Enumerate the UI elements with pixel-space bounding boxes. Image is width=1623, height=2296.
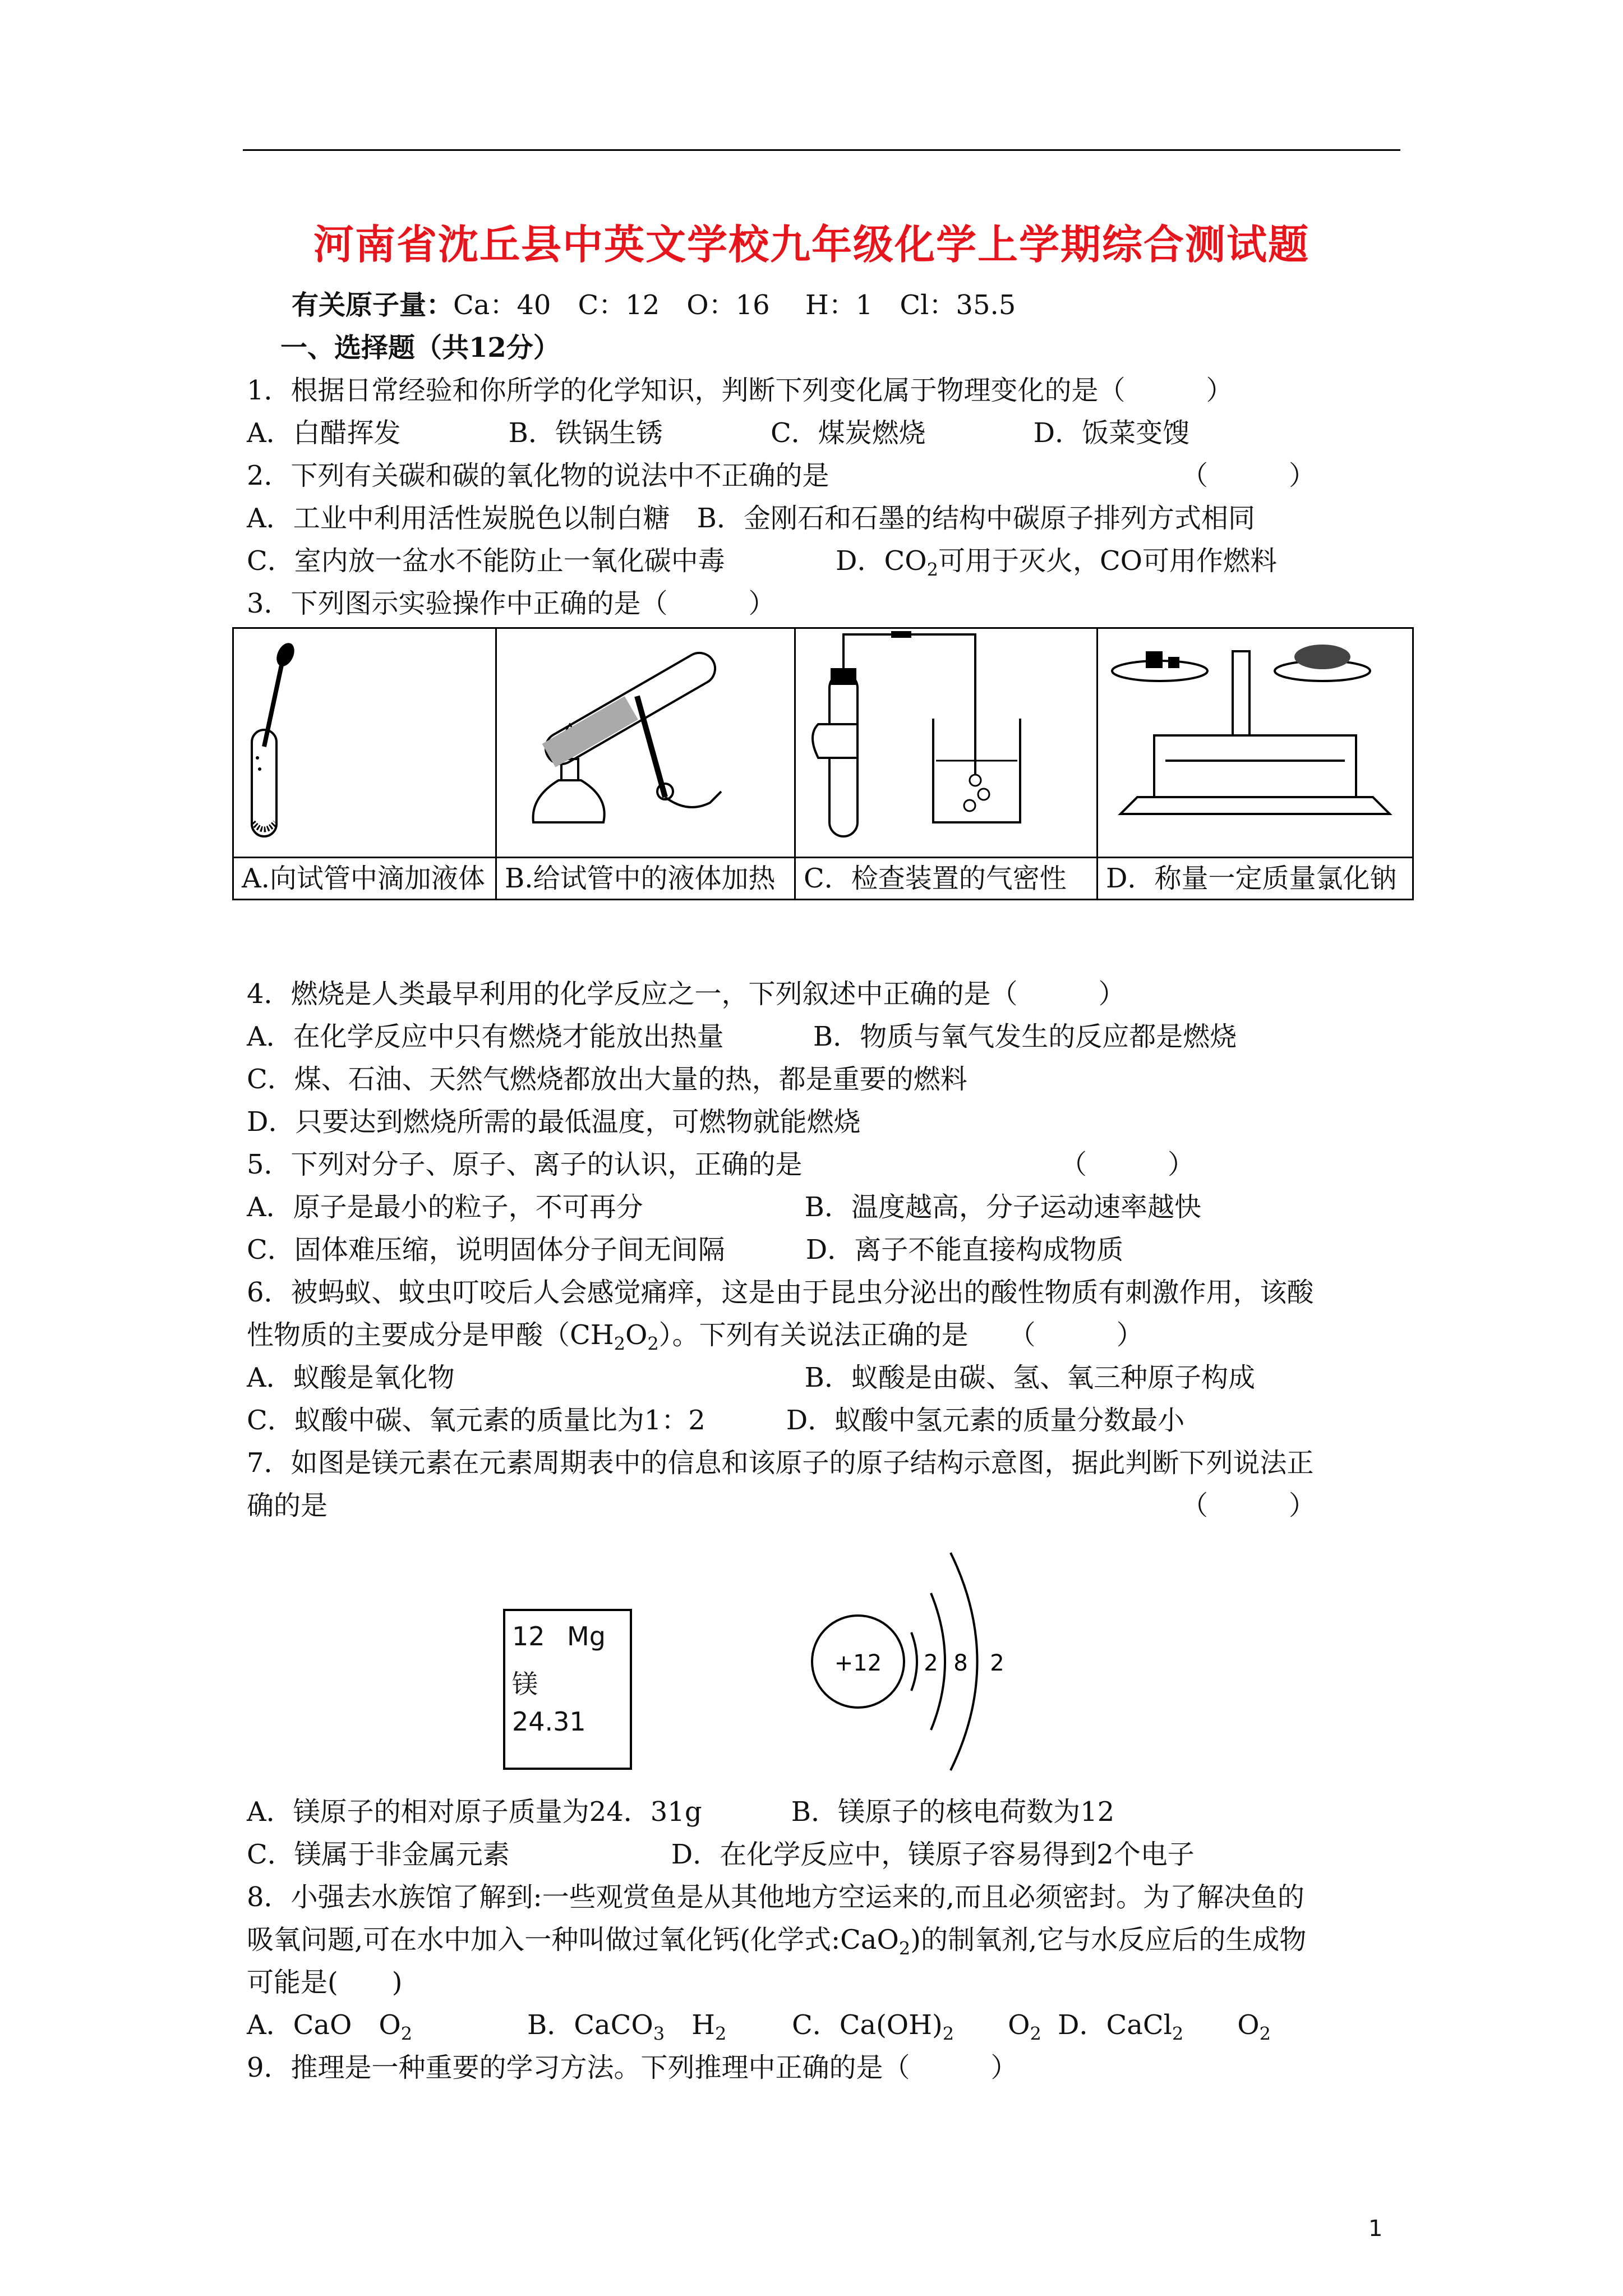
q6-options-ab: A．蚁酸是氧化物 B．蚁酸是由碳、氢、氧三种原子构成 xyxy=(247,1362,1255,1393)
q7-options-cd: C．镁属于非金属元素 D．在化学反应中，镁原子容易得到2个电子 xyxy=(247,1839,1195,1870)
q2-option-d: D．$CO_2$可用于灭火，CO可用作燃料 xyxy=(836,545,1278,581)
q7-paren: （ ） xyxy=(1181,1490,1316,1521)
nucleus-charge: +12 xyxy=(834,1650,882,1676)
figure-cell-b xyxy=(496,628,795,858)
q8-option-b: B．CaCO$_3$ $H_2$ xyxy=(527,2009,727,2045)
element-name: 镁 xyxy=(512,1669,538,1699)
airtightness-check-icon xyxy=(796,629,1096,845)
shell-count-2: 8 xyxy=(953,1650,968,1676)
atomic-number: 12 xyxy=(512,1621,545,1651)
atom-structure-diagram xyxy=(808,1537,1043,1773)
figure-cell-c xyxy=(795,628,1098,858)
q1-options: A．白醋挥发 B．铁锅生锈 C．煤炭燃烧 D．饭菜变馊 xyxy=(247,417,1190,449)
heating-test-tube-icon xyxy=(497,629,794,845)
atomic-mass-line xyxy=(292,288,1016,322)
q4-option-d: D．只要达到燃烧所需的最低温度，可燃物就能燃烧 xyxy=(247,1106,861,1138)
q8-line2: 吸氧问题,可在水中加入一种叫做过氧化钙(化学式:CaO$_2$)的制氧剂,它与水反应后的生成物 xyxy=(247,1924,1307,1959)
q2-stem: 2．下列有关碳和碳的氧化物的说法中不正确的是 xyxy=(247,460,829,491)
q2-option-c: C．室内放一盆水不能防止一氧化碳中毒 xyxy=(247,545,725,577)
q5-options-ab: A．原子是最小的粒子，不可再分 B．温度越高，分子运动速率越快 xyxy=(247,1191,1201,1223)
q7-line2: 确的是 xyxy=(247,1490,328,1521)
page-number: 1 xyxy=(1368,2216,1383,2242)
q9-stem: 9．推理是一种重要的学习方法。下列推理中正确的是（ ） xyxy=(247,2052,1018,2083)
caption-d: D．称量一定质量氯化钠 xyxy=(1098,858,1413,900)
q5-stem: 5．下列对分子、原子、离子的认识，正确的是 xyxy=(247,1149,803,1180)
q6-options-cd: C．蚁酸中碳、氧元素的质量比为1：2 D．蚁酸中氢元素的质量分数最小 xyxy=(247,1405,1185,1436)
header-rule xyxy=(243,149,1400,151)
q8-option-d: D．CaCl$_2$ $O_2$ xyxy=(1058,2009,1271,2045)
q7-line1: 7．如图是镁元素在元素周期表中的信息和该原子的原子结构示意图，据此判断下列说法正 xyxy=(247,1447,1314,1479)
q4-options-ab: A．在化学反应中只有燃烧才能放出热量 B．物质与氧气发生的反应都是燃烧 xyxy=(247,1021,1237,1052)
section-heading: 一、选择题（共12分） xyxy=(280,332,560,364)
shell-count-1: 2 xyxy=(924,1650,938,1676)
q5-paren: （ ） xyxy=(1060,1149,1195,1180)
q6-line1: 6．被蚂蚁、蚊虫叮咬后人会感觉痛痒，这是由于昆虫分泌出的酸性物质有刺激作用，该酸 xyxy=(247,1277,1314,1308)
q8-option-a: A．CaO $O_2$ xyxy=(247,2009,413,2045)
dropper-test-tube-icon xyxy=(234,629,495,845)
page-title: 河南省沈丘县中英文学校九年级化学上学期综合测试题 xyxy=(313,220,1310,268)
balance-scale-icon xyxy=(1098,629,1412,845)
caption-a: A.向试管中滴加液体 xyxy=(233,858,496,900)
element-symbol: Mg xyxy=(567,1621,606,1651)
q8-option-c: C．$Ca(OH)_2$ $O_2$ xyxy=(792,2009,1041,2045)
q4-option-c: C．煤、石油、天然气燃烧都放出大量的热，都是重要的燃料 xyxy=(247,1064,967,1095)
q8-line3: 可能是( ) xyxy=(247,1967,403,1998)
q6-line2: 性物质的主要成分是甲酸$(CH_2O_2)$。下列有关说法正确的是 （ ） xyxy=(247,1319,1144,1355)
atomic-mass: 24.31 xyxy=(512,1706,586,1737)
atomic-mass-label: 有关原子量： xyxy=(292,289,454,321)
caption-b: B.给试管中的液体加热 xyxy=(496,858,795,900)
q2-options-ab: A．工业中利用活性炭脱色以制白糖 B．金刚石和石墨的结构中碳原子排列方式相同 xyxy=(247,503,1255,534)
q8-line1: 8．小强去水族馆了解到:一些观赏鱼是从其他地方空运来的,而且必须密封。为了解决鱼的 xyxy=(247,1881,1304,1913)
q1-stem: 1．根据日常经验和你所学的化学知识，判断下列变化属于物理变化的是（ ） xyxy=(247,375,1233,406)
periodic-table-cell xyxy=(503,1609,632,1770)
q3-figure-table xyxy=(232,627,1414,900)
shell-count-3: 2 xyxy=(990,1650,1004,1676)
figure-cell-d xyxy=(1098,628,1413,858)
q3-stem: 3．下列图示实验操作中正确的是（ ） xyxy=(247,588,776,619)
figure-cell-a xyxy=(233,628,496,858)
q4-stem: 4．燃烧是人类最早利用的化学反应之一，下列叙述中正确的是（ ） xyxy=(247,978,1126,1010)
atomic-mass-values: Ca：40 C：12 O：16 H：1 Cl：35.5 xyxy=(453,289,1016,321)
q2-paren: （ ） xyxy=(1181,460,1316,491)
electron-shell-1 xyxy=(911,1632,917,1691)
caption-c: C．检查装置的气密性 xyxy=(795,858,1098,900)
q7-options-ab: A．镁原子的相对原子质量为24．31g B．镁原子的核电荷数为12 xyxy=(247,1796,1115,1828)
q5-options-cd: C．固体难压缩，说明固体分子间无间隔 D．离子不能直接构成物质 xyxy=(247,1234,1124,1266)
